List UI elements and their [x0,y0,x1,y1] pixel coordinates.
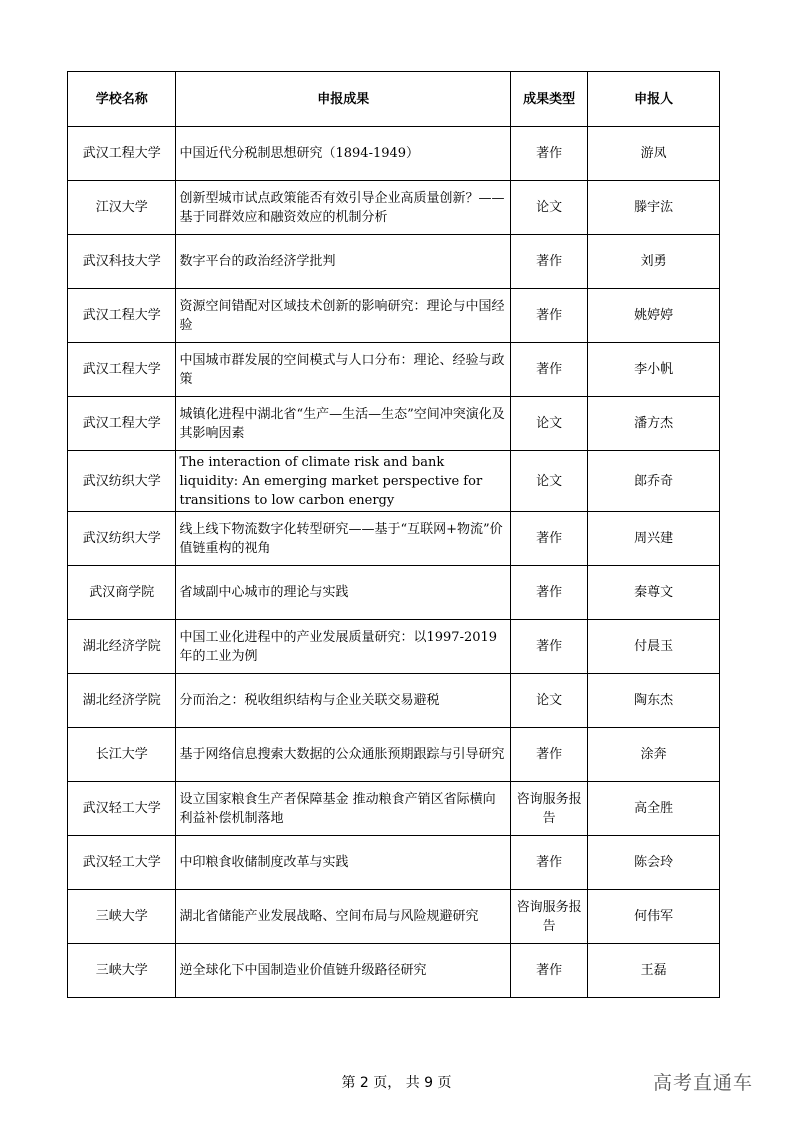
cell-title: 省域副中心城市的理论与实践 [176,566,511,620]
cell-type: 论文 [511,397,588,451]
cell-person: 陈会玲 [588,836,720,890]
cell-title: 创新型城市试点政策能否有效引导企业高质量创新？——基于同群效应和融资效应的机制分析 [176,181,511,235]
cell-school: 三峡大学 [68,890,176,944]
table-row [68,127,720,181]
table-row [68,289,720,343]
cell-school: 武汉工程大学 [68,127,176,181]
cell-type: 著作 [511,127,588,181]
table-header-row [68,72,720,127]
cell-person: 姚婷婷 [588,289,720,343]
cell-type: 咨询服务报告 [511,890,588,944]
cell-type: 论文 [511,674,588,728]
awards-table [67,71,720,998]
cell-school: 武汉工程大学 [68,397,176,451]
header-type: 成果类型 [511,72,588,127]
table-row [68,620,720,674]
cell-school: 湖北经济学院 [68,620,176,674]
cell-type: 著作 [511,566,588,620]
header-school: 学校名称 [68,72,176,127]
cell-person: 付晨玉 [588,620,720,674]
header-person: 申报人 [588,72,720,127]
cell-person: 游凤 [588,127,720,181]
cell-school: 武汉纺织大学 [68,451,176,512]
watermark-logo: 高考直通车 [653,1072,754,1094]
cell-type: 著作 [511,620,588,674]
cell-school: 湖北经济学院 [68,674,176,728]
cell-title: 分而治之：税收组织结构与企业关联交易避税 [176,674,511,728]
cell-title: 中国近代分税制思想研究（1894-1949） [176,127,511,181]
table-row [68,235,720,289]
cell-person: 潘方杰 [588,397,720,451]
cell-person: 周兴建 [588,512,720,566]
cell-person: 郎乔奇 [588,451,720,512]
cell-type: 论文 [511,181,588,235]
cell-type: 著作 [511,728,588,782]
cell-title: 线上线下物流数字化转型研究——基于“互联网+物流”价值链重构的视角 [176,512,511,566]
cell-title: 中国工业化进程中的产业发展质量研究：以1997-2019年的工业为例 [176,620,511,674]
cell-school: 三峡大学 [68,944,176,998]
cell-type: 著作 [511,512,588,566]
cell-person: 王磊 [588,944,720,998]
cell-person: 秦尊文 [588,566,720,620]
cell-type: 著作 [511,944,588,998]
header-title: 申报成果 [176,72,511,127]
cell-school: 武汉商学院 [68,566,176,620]
cell-title: 城镇化进程中湖北省“生产—生活—生态”空间冲突演化及其影响因素 [176,397,511,451]
cell-type: 著作 [511,343,588,397]
cell-person: 何伟军 [588,890,720,944]
cell-title: 基于网络信息搜索大数据的公众通胀预期跟踪与引导研究 [176,728,511,782]
cell-person: 李小帆 [588,343,720,397]
cell-person: 滕宇汯 [588,181,720,235]
cell-title: 数字平台的政治经济学批判 [176,235,511,289]
cell-type: 著作 [511,289,588,343]
table-row [68,890,720,944]
table-row [68,343,720,397]
cell-school: 武汉轻工大学 [68,836,176,890]
page-number: 第 2 页， 共 9 页 [341,1075,452,1091]
cell-school: 武汉工程大学 [68,343,176,397]
table-row [68,451,720,512]
cell-title: 资源空间错配对区域技术创新的影响研究：理论与中国经验 [176,289,511,343]
table-row [68,566,720,620]
table-row [68,674,720,728]
cell-title: 湖北省储能产业发展战略、空间布局与风险规避研究 [176,890,511,944]
cell-school: 武汉纺织大学 [68,512,176,566]
cell-person: 高全胜 [588,782,720,836]
cell-person: 陶东杰 [588,674,720,728]
cell-school: 武汉科技大学 [68,235,176,289]
cell-school: 武汉轻工大学 [68,782,176,836]
cell-title: 设立国家粮食生产者保障基金 推动粮食产销区省际横向利益补偿机制落地 [176,782,511,836]
cell-person: 涂奔 [588,728,720,782]
cell-title: The interaction of climate risk and bank liquidity: An emerging market perspective for transitions to low carbon energy [176,451,511,512]
table-row [68,728,720,782]
cell-person: 刘勇 [588,235,720,289]
cell-school: 江汉大学 [68,181,176,235]
cell-type: 论文 [511,451,588,512]
table-row [68,836,720,890]
cell-school: 长江大学 [68,728,176,782]
cell-type: 咨询服务报告 [511,782,588,836]
cell-title: 中国城市群发展的空间模式与人口分布：理论、经验与政策 [176,343,511,397]
table-row [68,782,720,836]
table-row [68,944,720,998]
table-row [68,512,720,566]
cell-title: 逆全球化下中国制造业价值链升级路径研究 [176,944,511,998]
cell-type: 著作 [511,836,588,890]
table-row [68,397,720,451]
cell-school: 武汉工程大学 [68,289,176,343]
table-row [68,181,720,235]
cell-type: 著作 [511,235,588,289]
cell-title: 中印粮食收储制度改革与实践 [176,836,511,890]
